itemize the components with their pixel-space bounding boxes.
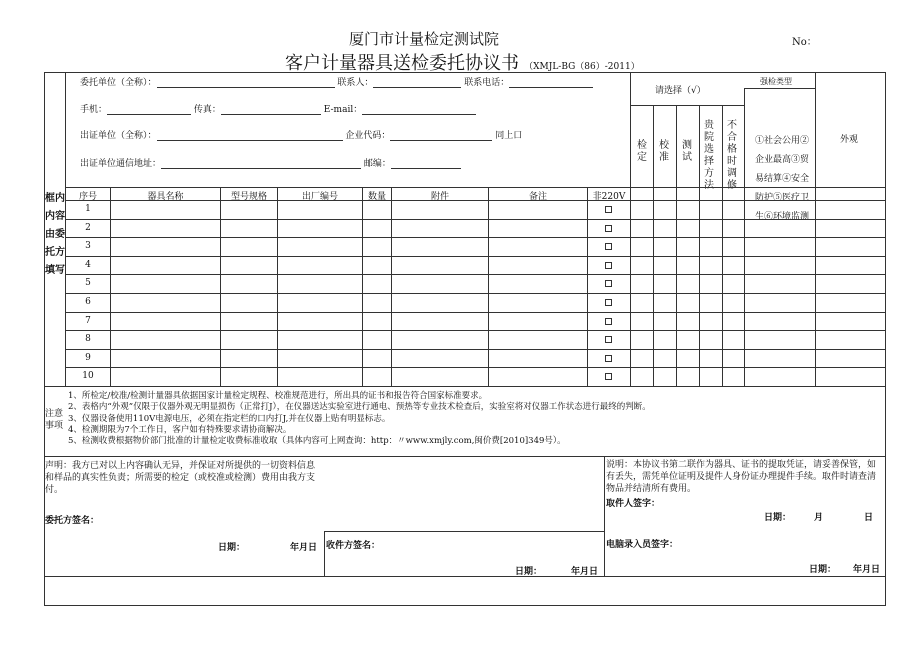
- non220v-checkbox[interactable]: [605, 336, 612, 343]
- row-index: 5: [85, 278, 91, 289]
- no-label: No：: [792, 37, 817, 48]
- row-index: 2: [85, 222, 91, 233]
- cert-unit-row: [80, 128, 522, 141]
- non220v-checkbox[interactable]: [605, 318, 612, 325]
- appearance-label: 外观: [840, 135, 859, 145]
- mandatory-type-label: 强检类型: [760, 77, 792, 86]
- non220v-checkbox[interactable]: [605, 243, 612, 250]
- cert-address-label: 出证单位通信地址：: [80, 159, 162, 169]
- note-item: 4、检测期限为7个工作日，客户如有特殊要求请协商解决。: [68, 424, 292, 435]
- statement-text: 声明：我方已对以上内容确认无异，并保证对所提供的一切资料信息和样品的真实性负责；所需要的检定（或校准或检测）费用由我方支付。: [45, 461, 316, 495]
- note-item: 3、仪器设备使用110V电源电压，必须在指定栏的口内打J,并在仪器上贴有明显标志。: [68, 413, 391, 424]
- same-as-label[interactable]: 同上口: [495, 131, 523, 141]
- col-header-accessory: 附件: [430, 192, 449, 202]
- row-index: 10: [82, 371, 94, 382]
- option-unqualified[interactable]: 不合格时调修: [727, 120, 737, 191]
- col-header-serial: 出厂编号: [301, 192, 338, 202]
- institute-name: 厦门市计量检定测试院: [349, 30, 500, 48]
- entrust-unit-row: [80, 75, 593, 88]
- col-header-model: 型号规格: [230, 192, 267, 202]
- cert-address-row: [80, 156, 461, 169]
- mobile-input[interactable]: [107, 104, 191, 115]
- non220v-checkbox[interactable]: [605, 355, 612, 362]
- form-code: （XMJL-BG（86）-2011）: [524, 62, 640, 72]
- entrust-unit-label: 委托单位（全称）：: [80, 78, 157, 88]
- email-label: E-mail：: [323, 105, 363, 115]
- notes-list: [68, 391, 651, 447]
- postcode-label: 邮编：: [363, 159, 391, 169]
- fax-label: 传真：: [193, 105, 221, 115]
- entry-date-ymd[interactable]: 年月日: [853, 565, 881, 575]
- entry-sign-label[interactable]: 电脑录入员签字：: [606, 540, 679, 550]
- receiver-sign-label[interactable]: 收件方签名：: [326, 541, 381, 551]
- mandatory-type-list: ①社会公用②企业最高③贸易结算④安全防护⑤医疗卫生⑥环境监测: [755, 136, 810, 222]
- contact-label: 联系人：: [337, 78, 374, 88]
- postcode-input[interactable]: [391, 158, 461, 169]
- row-index: 6: [85, 297, 91, 307]
- option-method[interactable]: 贵院选择方法: [704, 120, 714, 191]
- non220v-checkbox[interactable]: [605, 299, 612, 306]
- col-header-remark: 备注: [528, 192, 547, 202]
- org-code-label: 企业代码：: [345, 131, 391, 141]
- entrust-unit-input[interactable]: [157, 77, 335, 88]
- cert-unit-label: 出证单位（全称）：: [80, 131, 157, 141]
- phone-label: 联系电话：: [464, 78, 510, 88]
- explain-text: 说明：本协议书第二联作为器具、证书的提取凭证，请妥善保管，如有丢失，需凭单位证明及提件人身份证办理提件手续。取件时请查清物品并结清所有费用。: [606, 460, 877, 494]
- pickup-day[interactable]: 日: [864, 513, 874, 523]
- non220v-checkbox[interactable]: [605, 206, 612, 213]
- note-item: 5、检测收费根据物价部门批准的计量检定收费标准收取（具体内容可上网查询：http：〃www.xmjly.com,闽价费[2010]349号）。: [68, 436, 566, 447]
- cert-unit-input[interactable]: [157, 130, 343, 141]
- entry-date-label: 日期：: [809, 565, 837, 575]
- row-index: 4: [85, 259, 91, 270]
- client-date-label: 日期：: [218, 543, 246, 553]
- left-label: 框内内容由委托方填写: [45, 193, 65, 276]
- pickup-sign-label[interactable]: 取件人签字：: [606, 499, 661, 509]
- notes-label: 注意事项: [45, 409, 64, 431]
- option-calibrate[interactable]: 校准: [659, 140, 669, 163]
- pickup-month[interactable]: 月: [814, 513, 824, 523]
- option-test[interactable]: 测试: [682, 140, 692, 163]
- non220v-checkbox[interactable]: [605, 262, 612, 269]
- col-header-name: 器具名称: [147, 192, 184, 202]
- org-code-input[interactable]: [390, 130, 492, 141]
- receiver-date-ymd[interactable]: 年月日: [571, 567, 599, 577]
- fax-input[interactable]: [221, 104, 321, 115]
- row-index: 7: [85, 315, 91, 326]
- phone-input[interactable]: [509, 77, 593, 88]
- row-index: 9: [85, 352, 91, 363]
- form-title: 客户计量器具送检委托协议书: [285, 53, 519, 74]
- email-input[interactable]: [362, 104, 476, 115]
- mobile-label: 手机：: [80, 105, 108, 115]
- note-item: 1、所检定/校准/检测计量器具依据国家计量检定规程、校准规范进行，所出具的证书和报告符合国家标准要求。: [68, 391, 488, 401]
- client-sign-label[interactable]: 委托方签名：: [45, 516, 100, 526]
- row-index: 8: [85, 334, 91, 345]
- non220v-checkbox[interactable]: [605, 225, 612, 232]
- receiver-date-label: 日期：: [515, 567, 543, 577]
- cert-address-input[interactable]: [161, 158, 361, 169]
- non220v-checkbox[interactable]: [605, 373, 612, 380]
- contact-input[interactable]: [373, 77, 461, 88]
- col-header-non220v: 非220V: [592, 192, 626, 202]
- col-header-index: 序号: [78, 192, 97, 202]
- row-index: 3: [85, 241, 91, 252]
- pickup-date-label: 日期：: [764, 513, 792, 523]
- client-date-ymd[interactable]: 年月日: [290, 543, 318, 553]
- row-index: 1: [85, 204, 91, 214]
- option-verify[interactable]: 检定: [637, 140, 647, 163]
- mobile-row: [80, 102, 476, 115]
- non220v-checkbox[interactable]: [605, 280, 612, 287]
- col-header-qty: 数量: [367, 192, 386, 202]
- note-item: 2、表格内“外观”仅限于仪器外观无明显损伤（正常打J），在仪器送达实验室进行通电、预热等专业技术检查后，实验室将对仪器工作状态进行最终的判断。: [68, 402, 651, 413]
- choose-label: 请选择（√）: [655, 86, 706, 96]
